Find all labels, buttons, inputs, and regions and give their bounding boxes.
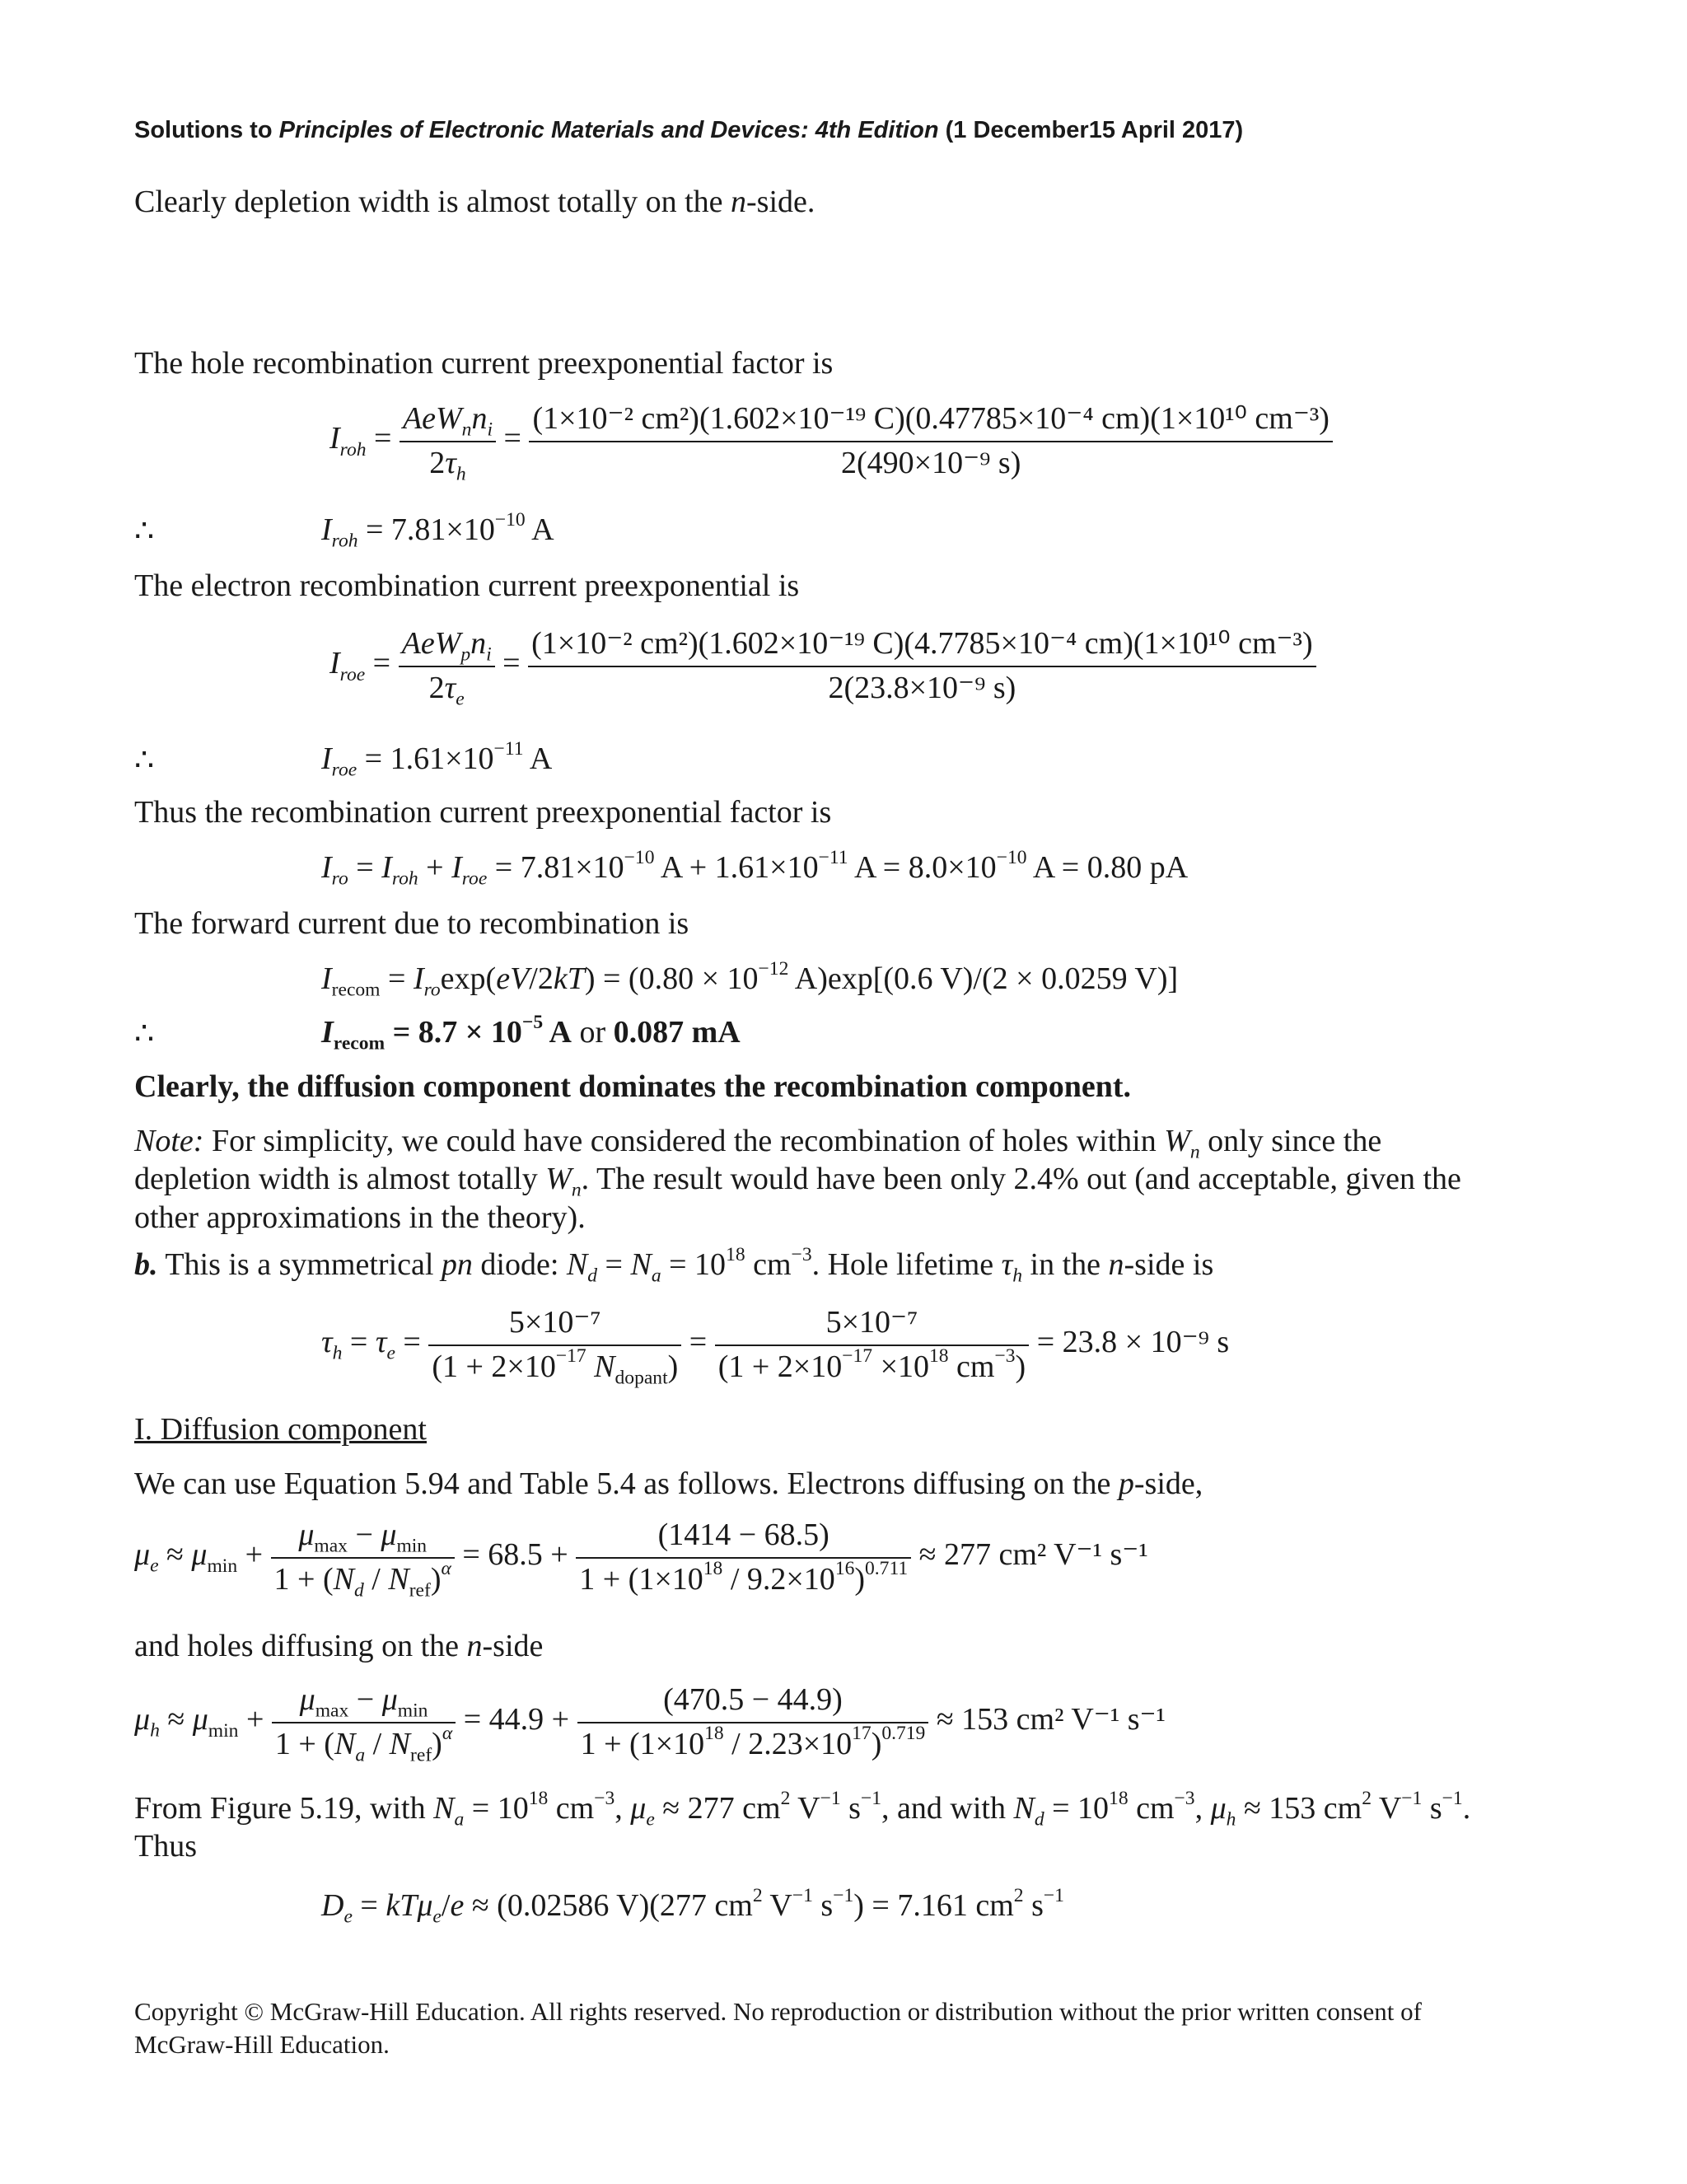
text-line-hole-recomb: The hole recombination current preexponential factor is [134, 346, 834, 381]
text-line-depletion: Clearly depletion width is almost totally on the n-side. [134, 185, 815, 219]
copyright-footer: Copyright © McGraw-Hill Education. All rights reserved. No reproduction or distribution without the prior written consent of McGraw-Hill Education. [134, 1997, 1422, 2060]
therefore-symbol: ∴ [134, 743, 155, 778]
equation-iro-sum: $I_{ro} = I_{roh} + I_{roe} = 7.81\times 10^{-10}$ $A + 1.61\times 10^{-11}$ $A = 8.0\times 10^{-10}$ A = 0.80 pA [321, 846, 1189, 890]
equation-iroh: $I_{roh}$ = $\frac{AeW_nn_i}{2\tau_h}$ = $\frac{\text{(1×10⁻² cm²)(1.602×10⁻¹⁹ C)(0.47785×10⁻⁴ cm)(1×10¹⁰ cm⁻³)}}{\text{2(490×10⁻⁹ s)}}$ [329, 400, 1333, 483]
result-iroe: $I_{roe} = 1.61\times 10^{-11}$ A [321, 737, 553, 781]
result-iroh: $I_{roh} = 7.81\times 10^{-10}$ A [321, 508, 554, 552]
result-irecom: $I_{recom} = 8.7 \times 10^{-5}$ A or 0.087 mA [321, 1011, 741, 1055]
page-header: Solutions to Principles of Electronic Materials and Devices: 4th Edition (1 December15 April 2017) [134, 117, 1244, 143]
equation-muh: $\mu_h \approx \mu_{min}$ + $\frac{\mu_{max} - \mu_{min}}{1 + (N_a / N_{ref})^\alpha}$ = 44.9 + $\frac{(470.5 - 44.9)}{1 + (1\times 10^{18} / 2.23\times 10^{17})^{0.719}}$ ≈ 153 cm² V⁻¹ s⁻¹ [134, 1682, 1166, 1766]
note-paragraph: Note: For simplicity, we could have considered the recombination of holes within $W_n$ only since the depletion width is almost totally $W_n$. The result would have been only 2.4% out (and acceptable, given the other approximations in the theory). [134, 1124, 1461, 1235]
figure-ref-paragraph: From Figure 5.19, with $N_a = 10^{18}$ $cm^{-3}$, $\mu_e \approx 277$ $cm^2$ $V^{-1}$ $s^{-1}$, and with $N_d = 10^{18}$ $cm^{-3}$, $\mu_h \approx 153$ $cm^2$ $V^{-1}$ $s^{-1}$. Thus [134, 1787, 1471, 1864]
equation-irecom: $I_{recom} = I_{ro}\exp(eV/2kT) = (0.80 \times 10^{-12}$ A)exp[(0.6 V)/(2 × 0.0259 V)] [321, 957, 1179, 1001]
therefore-symbol: ∴ [134, 1017, 155, 1051]
part-b-line: b. This is a symmetrical pn diode: $N_d = N_a = 10^{18}$ $cm^{-3}$. Hole lifetime $\tau_h$ in the n-side is [134, 1243, 1214, 1287]
text-line-equation-ref: We can use Equation 5.94 and Table 5.4 as follows. Electrons diffusing on the p-side, [134, 1466, 1203, 1501]
text-line-recomb-factor: Thus the recombination current preexponential factor is [134, 795, 832, 830]
therefore-symbol: ∴ [134, 514, 155, 549]
equation-iroe: $I_{roe}$ = $\frac{AeW_pn_i}{2\tau_e}$ = $\frac{\text{(1×10⁻² cm²)(1.602×10⁻¹⁹ C)(4.7785×10⁻⁴ cm)(1×10¹⁰ cm⁻³)}}{\text{2(23.8×10⁻⁹ s)}}$ [329, 624, 1316, 708]
section-heading: I. Diffusion component [134, 1412, 427, 1447]
equation-de: $D_e = kT\mu_e/e \approx (0.02586$ V)(277 $cm^2$ $V^{-1}$ $s^{-1}) = 7.161$ $cm^2$ $s^{-1}$ [321, 1884, 1064, 1928]
text-line-conclusion: Clearly, the diffusion component dominates the recombination component. [134, 1069, 1132, 1104]
text-line-holes: and holes diffusing on the n-side [134, 1629, 544, 1663]
text-line-electron-recomb: The electron recombination current preexponential is [134, 568, 800, 603]
equation-tau: $\tau_h = \tau_e$ = $\frac{\text{5×10⁻⁷}}{(1 + 2\times 10^{-17} N_{dopant})}$ = $\frac{\text{5×10⁻⁷}}{(1 + 2\times 10^{-17} \times 10^{18} cm^{-3})}$ = 23.8 × 10⁻⁹ s [321, 1305, 1230, 1389]
text-line-forward-current: The forward current due to recombination is [134, 906, 689, 941]
equation-mue: $\mu_e \approx \mu_{min}$ + $\frac{\mu_{max} - \mu_{min}}{1 + (N_d / N_{ref})^\alpha}$ = 68.5 + $\frac{(1414 - 68.5)}{1 + (1\times 10^{18} / 9.2\times 10^{16})^{0.711}}$ ≈ 277 cm² V⁻¹ s⁻¹ [134, 1518, 1148, 1602]
